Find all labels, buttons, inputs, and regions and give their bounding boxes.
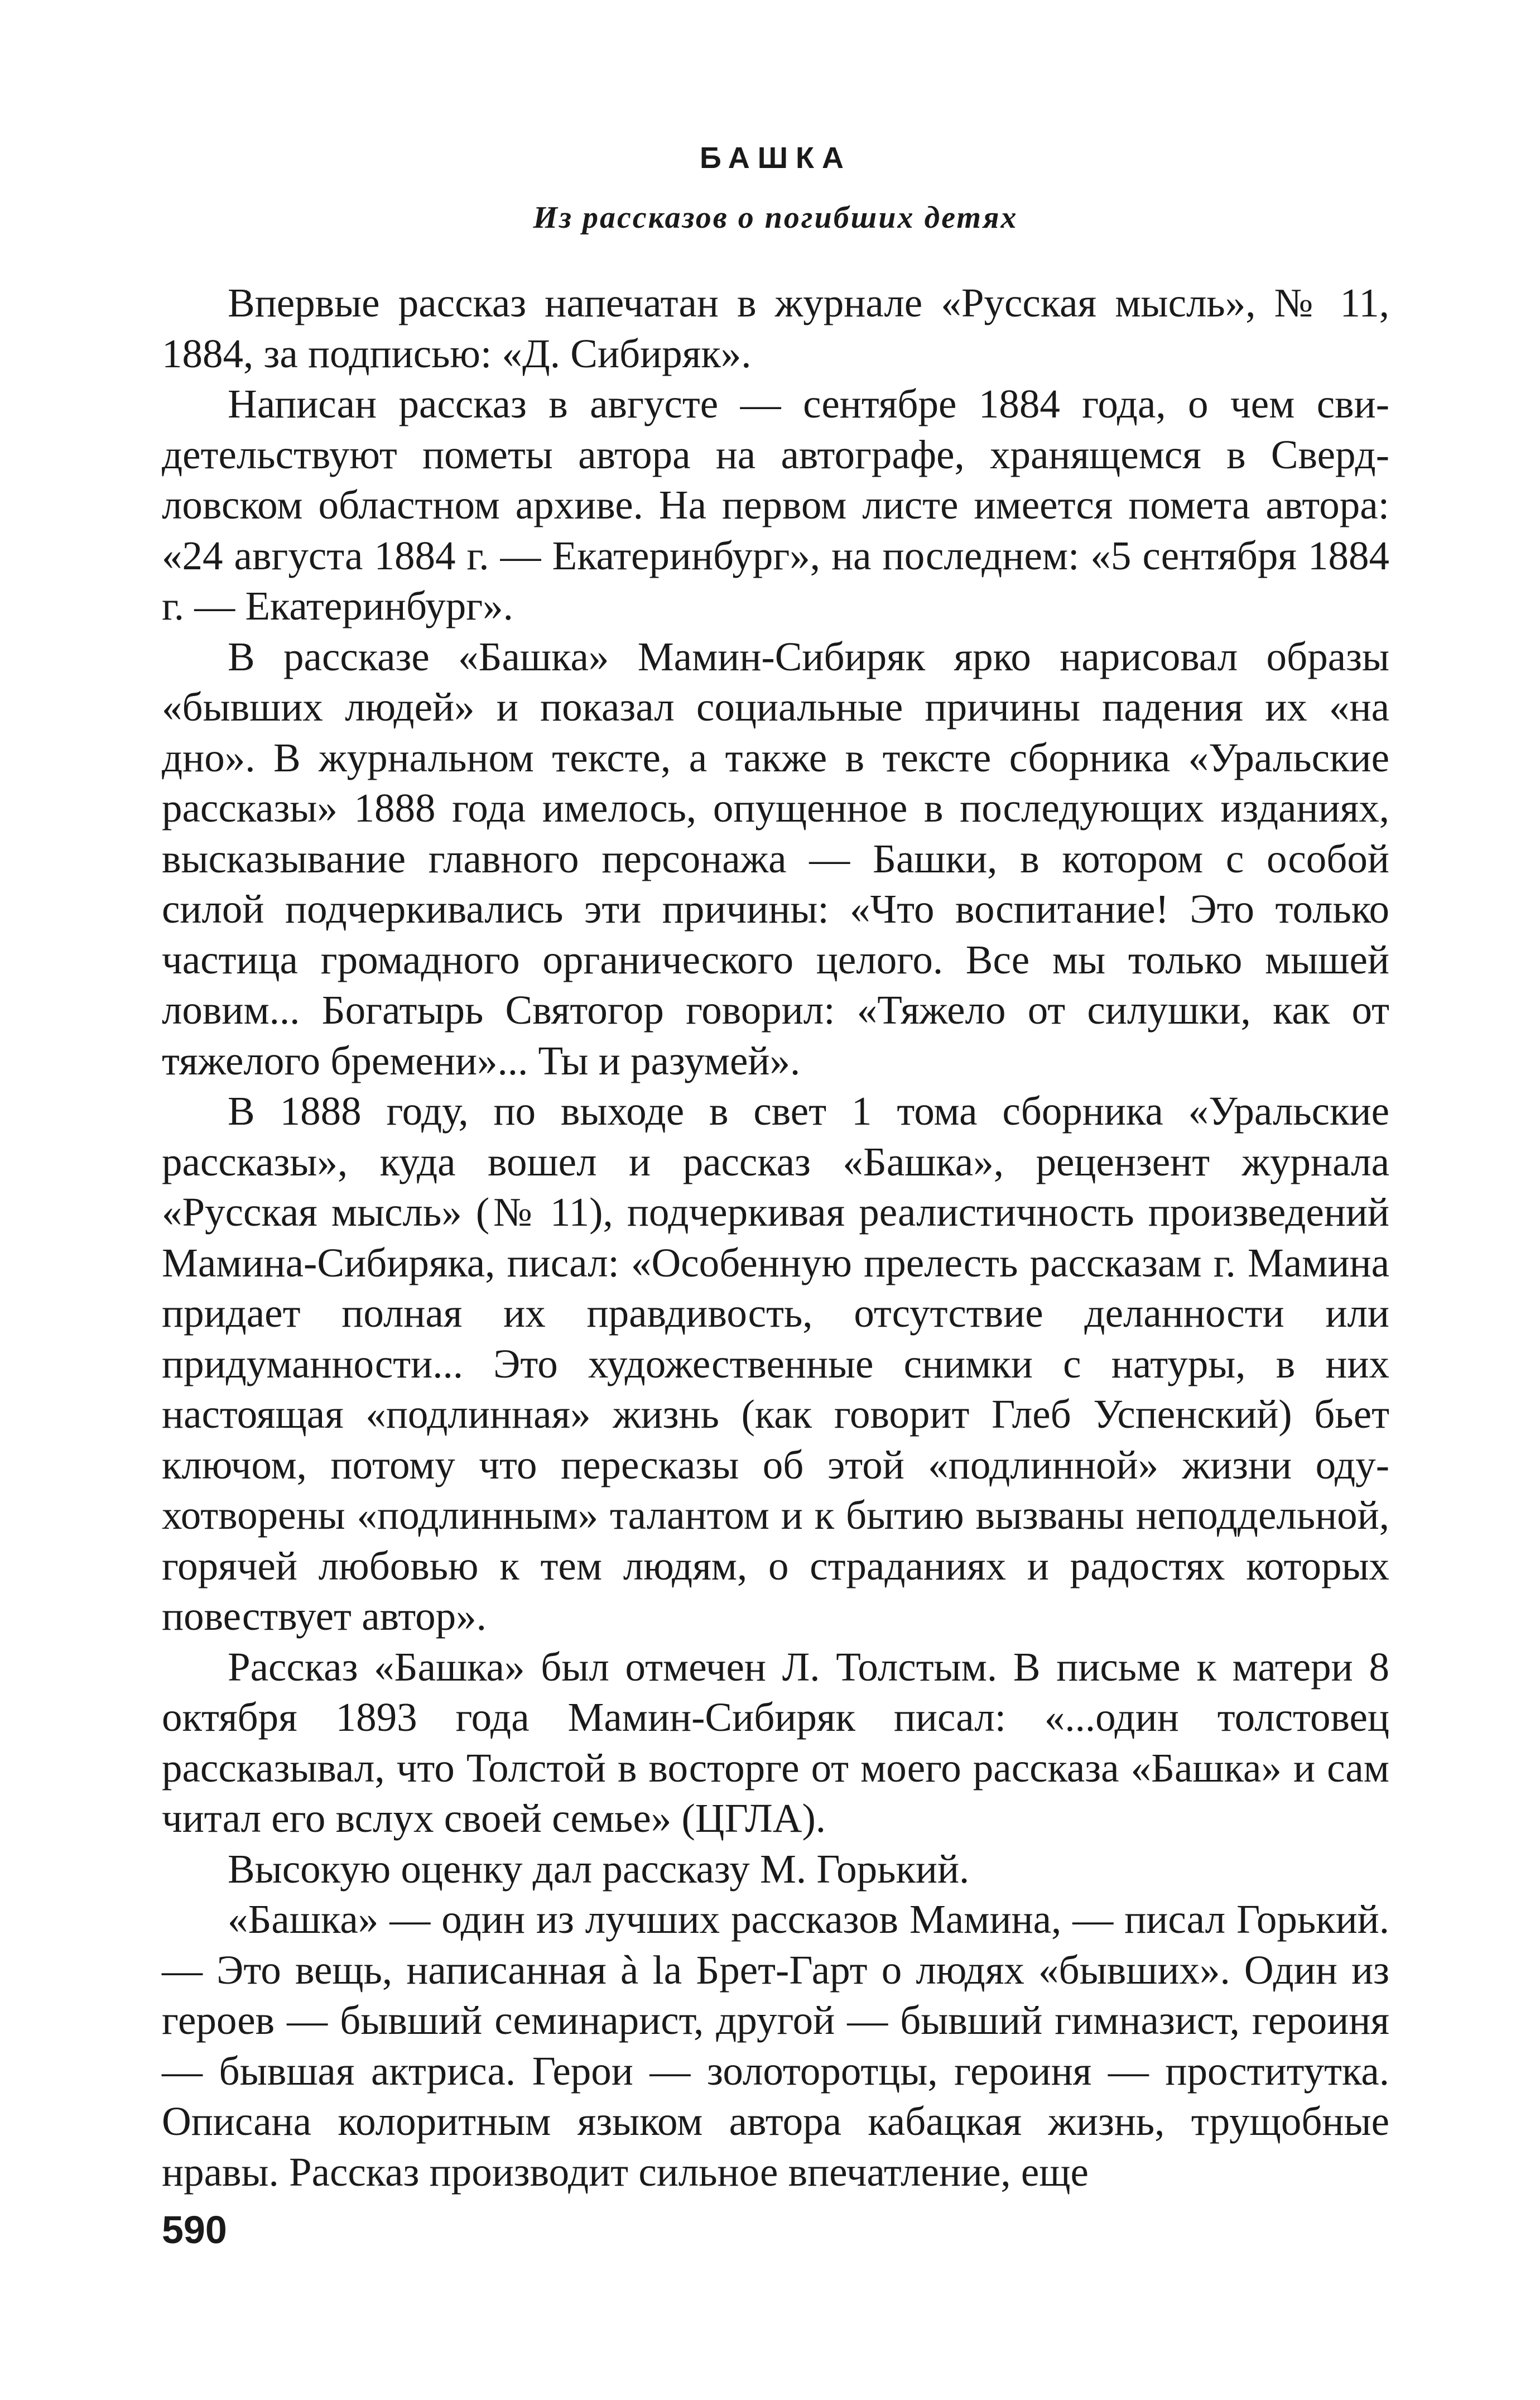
page-number: 590	[162, 2208, 227, 2252]
paragraph-tolstoy: Рассказ «Башка» был отмечен Л. Толстым. В письме к матери 8 октября 1893 года Мамин-Сибиряк писал: «...один толстовец рассказывал, что Толстой в восторге от моего рассказа «Башка» и сам читал его вслух своей семье» (ЦГЛА).	[162, 1644, 1389, 1841]
section-subtitle: Из рассказов о погибших детях	[533, 200, 1018, 235]
section-title: БАШКА	[700, 141, 851, 175]
paragraph-review-1888: В 1888 году, по выходе в свет 1 тома сборника «Уральские рассказы», куда вошел и рассказ «Башка», рецензент журнала «Русская мысль» (№ 11), подчеркивая реалистичность произведений Мамина-Сибиряка, писал: «Особенную прелесть рассказам г. Мамина придает полная их правдивость, отсутствие деланности или придуманности... Это художественные снимки с натуры, в них настоящая «подлинная» жизнь (как говорит Глеб Успенский) бьет ключом, потому что пересказы об этой «подлинной» жизни одухотворены «подлинным» талантом и к бытию вызваны неподдельной, горячей любовью к тем людям, о страданиях и радостях которых повествует автор».	[162, 1088, 1389, 1639]
commentary-text	[162, 278, 1389, 2197]
paragraph-gorky-intro: Высокую оценку дал рассказу М. Горький.	[228, 1846, 970, 1892]
paragraph-former-people: В рассказе «Башка» Мамин-Сибиряк ярко нарисовал образы «бывших людей» и показал социальные причины падения их «на дно». В журнальном тексте, а также в тексте сборника «Уральские рассказы» 1888 года имелось, опущенное в последующих изданиях, высказывание главного персонажа — Башки, в котором с особой силой подчеркивались эти причины: «Что воспитание! Это только частица громадного органического целого. Все мы только мышей ловим... Богатырь Святогор говорил: «Тяжело от силушки, как от тяжелого бремени»... Ты и разумей».	[162, 633, 1389, 1083]
document-page	[162, 0, 1389, 2400]
paragraph-first-publication: Впервые рассказ напечатан в журнале «Русская мысль», № 11, 1884, за подписью: «Д. Сибиряк».	[162, 280, 1389, 376]
paragraph-writing-dates: Написан рассказ в августе — сентябре 1884 года, о чем свидетельствуют пометы автора на автографе, хранящемся в Свердловском областном архиве. На первом листе имеется помета автора: «24 августа 1884 г. — Екатеринбург», на последнем: «5 сентября 1884 г. — Екатеринбург».	[162, 381, 1389, 628]
paragraph-gorky-quote: «Башка» — один из лучших рассказов Мамина, — писал Горький. — Это вещь, написанная à la Брет-Гарт о людях «бывших». Один из героев — бывший семинарист, другой — бывший гимназист, героиня — бывшая актриса. Герои — золоторотцы, героиня — проститутка. Описана колоритным языком автора кабацкая жизнь, трущобные нравы. Рассказ производит сильное впечатление, еще	[162, 1897, 1389, 2195]
